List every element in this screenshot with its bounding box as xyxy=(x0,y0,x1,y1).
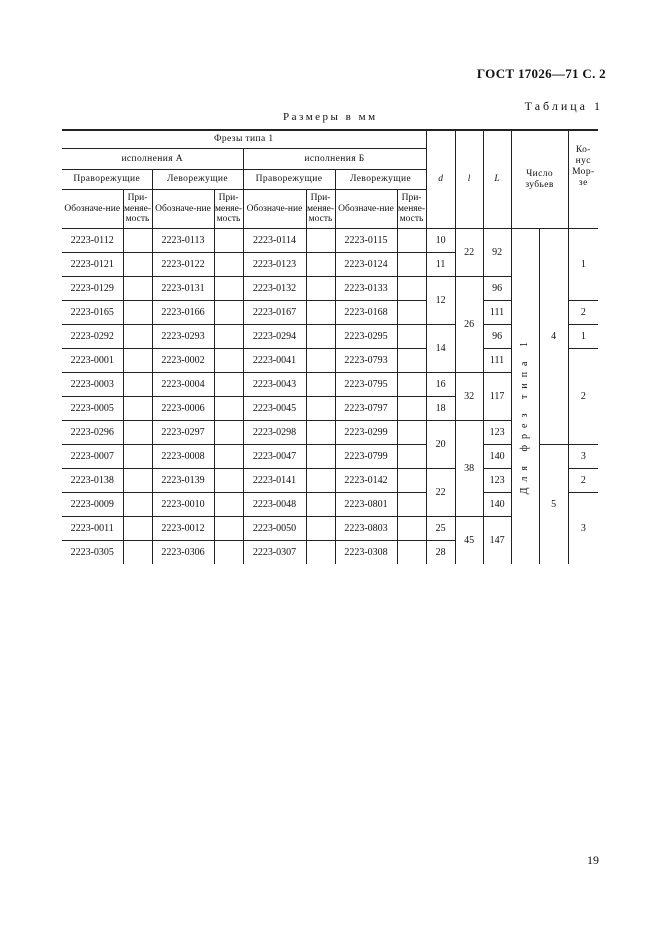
applicability-cell xyxy=(397,493,426,517)
designation-cell: 2223-0305 xyxy=(62,541,123,565)
designation-cell: 2223-0133 xyxy=(335,277,397,301)
designation-cell: 2223-0047 xyxy=(243,445,306,469)
designation-cell: 2223-0004 xyxy=(152,373,214,397)
applicability-cell xyxy=(306,301,335,325)
col-header-teeth: Число зубьев xyxy=(511,130,568,229)
L-cell: 123 xyxy=(483,469,511,493)
col-header-l: l xyxy=(455,130,483,229)
applicability-header: При-меняе-мость xyxy=(123,190,152,229)
applicability-cell xyxy=(397,445,426,469)
designation-cell: 2223-0293 xyxy=(152,325,214,349)
L-cell: 111 xyxy=(483,349,511,373)
applicability-cell xyxy=(214,277,243,301)
a-right-cut-header: Праворежущие xyxy=(62,170,152,190)
designation-cell: 2223-0132 xyxy=(243,277,306,301)
designation-cell: 2223-0006 xyxy=(152,397,214,421)
morse-cell: 2 xyxy=(568,349,598,445)
applicability-cell xyxy=(214,301,243,325)
document-title: ГОСТ 17026—71 С. 2 xyxy=(476,66,606,81)
d-cell: 18 xyxy=(426,397,455,421)
designation-cell: 2223-0801 xyxy=(335,493,397,517)
applicability-cell xyxy=(306,373,335,397)
applicability-cell xyxy=(214,253,243,277)
applicability-cell xyxy=(397,517,426,541)
designation-cell: 2223-0131 xyxy=(152,277,214,301)
designation-header: Обозначе-ние xyxy=(62,190,123,229)
morse-cell: 1 xyxy=(568,325,598,349)
applicability-cell xyxy=(214,517,243,541)
l-cell: 22 xyxy=(455,229,483,277)
applicability-cell xyxy=(123,325,152,349)
L-cell: 92 xyxy=(483,229,511,277)
applicability-cell xyxy=(306,517,335,541)
designation-cell: 2223-0795 xyxy=(335,373,397,397)
applicability-cell xyxy=(123,349,152,373)
designation-cell: 2223-0129 xyxy=(62,277,123,301)
designation-cell: 2223-0295 xyxy=(335,325,397,349)
designation-cell: 2223-0009 xyxy=(62,493,123,517)
b-right-cut-header: Праворежущие xyxy=(243,170,335,190)
designation-cell: 2223-0007 xyxy=(62,445,123,469)
b-left-cut-header: Леворежущие xyxy=(335,170,426,190)
side-label-cell xyxy=(511,229,539,565)
d-cell: 11 xyxy=(426,253,455,277)
morse-cell: 3 xyxy=(580,522,586,534)
designation-cell: 2223-0299 xyxy=(335,421,397,445)
applicability-header: При-меняе-мость xyxy=(397,190,426,229)
designation-cell: 2223-0002 xyxy=(152,349,214,373)
designation-cell: 2223-0113 xyxy=(152,229,214,253)
applicability-cell xyxy=(397,421,426,445)
L-cell: 96 xyxy=(483,325,511,349)
designation-cell: 2223-0115 xyxy=(335,229,397,253)
designation-cell: 2223-0008 xyxy=(152,445,214,469)
designation-header: Обозначе-ние xyxy=(243,190,306,229)
applicability-cell xyxy=(306,445,335,469)
morse-cell: 3 xyxy=(568,445,598,469)
applicability-header: При-меняе-мость xyxy=(306,190,335,229)
exec-b-header: исполнения Б xyxy=(243,149,426,170)
teeth-cell: 4 xyxy=(539,229,568,445)
L-cell: 123 xyxy=(483,421,511,445)
applicability-cell xyxy=(306,493,335,517)
applicability-cell xyxy=(214,397,243,421)
applicability-cell xyxy=(123,397,152,421)
designation-cell: 2223-0306 xyxy=(152,541,214,565)
applicability-cell xyxy=(123,445,152,469)
d-cell: 12 xyxy=(426,277,455,325)
designation-cell: 2223-0793 xyxy=(335,349,397,373)
col-header-d: d xyxy=(426,130,455,229)
designation-cell: 2223-0141 xyxy=(243,469,306,493)
teeth-cell: 5 xyxy=(539,445,568,565)
designation-cell: 2223-0307 xyxy=(243,541,306,565)
applicability-cell xyxy=(123,229,152,253)
d-cell: 22 xyxy=(426,469,455,517)
designation-cell: 2223-0043 xyxy=(243,373,306,397)
L-cell: 96 xyxy=(483,277,511,301)
d-cell: 14 xyxy=(426,325,455,373)
exec-a-header: исполнения А xyxy=(62,149,243,170)
applicability-cell xyxy=(306,541,335,565)
l-cell: 32 xyxy=(455,373,483,421)
applicability-cell xyxy=(214,469,243,493)
designation-cell: 2223-0166 xyxy=(152,301,214,325)
applicability-cell xyxy=(306,421,335,445)
designation-cell: 2223-0292 xyxy=(62,325,123,349)
side-label: Для фрез типа 1 xyxy=(519,335,531,494)
designation-cell: 2223-0050 xyxy=(243,517,306,541)
designation-cell: 2223-0142 xyxy=(335,469,397,493)
designation-cell: 2223-0010 xyxy=(152,493,214,517)
morse-cell: 2 xyxy=(568,469,598,493)
applicability-cell xyxy=(123,541,152,565)
l-cell: 45 xyxy=(455,517,483,565)
applicability-cell xyxy=(397,397,426,421)
applicability-cell xyxy=(306,253,335,277)
designation-cell: 2223-0308 xyxy=(335,541,397,565)
designation-cell: 2223-0041 xyxy=(243,349,306,373)
designation-header: Обозначе-ние xyxy=(152,190,214,229)
applicability-cell xyxy=(123,277,152,301)
a-left-cut-header: Леворежущие xyxy=(152,170,243,190)
designation-cell: 2223-0297 xyxy=(152,421,214,445)
page-number: 19 xyxy=(587,853,599,867)
applicability-cell xyxy=(214,373,243,397)
L-cell: 140 xyxy=(483,445,511,469)
designation-cell: 2223-0139 xyxy=(152,469,214,493)
applicability-cell xyxy=(397,469,426,493)
col-header-morse: Ко-нус Мор-зе xyxy=(568,130,598,229)
designation-cell: 2223-0298 xyxy=(243,421,306,445)
designation-header: Обозначе-ние xyxy=(335,190,397,229)
designation-cell: 2223-0165 xyxy=(62,301,123,325)
applicability-cell xyxy=(214,349,243,373)
designation-cell: 2223-0005 xyxy=(62,397,123,421)
l-cell: 26 xyxy=(455,277,483,373)
units-caption: Размеры в мм xyxy=(283,111,378,123)
designation-cell: 2223-0121 xyxy=(62,253,123,277)
applicability-cell xyxy=(214,493,243,517)
applicability-cell xyxy=(397,229,426,253)
applicability-cell xyxy=(397,301,426,325)
L-cell: 111 xyxy=(483,301,511,325)
applicability-cell xyxy=(123,253,152,277)
designation-cell: 2223-0122 xyxy=(152,253,214,277)
d-cell: 16 xyxy=(426,373,455,397)
applicability-header: При-меняе-мость xyxy=(214,190,243,229)
applicability-cell xyxy=(397,541,426,565)
applicability-cell xyxy=(214,229,243,253)
applicability-cell xyxy=(306,397,335,421)
designation-cell: 2223-0799 xyxy=(335,445,397,469)
designation-cell: 2223-0138 xyxy=(62,469,123,493)
applicability-cell xyxy=(306,325,335,349)
applicability-cell xyxy=(123,373,152,397)
L-cell: 117 xyxy=(483,373,511,421)
applicability-cell xyxy=(214,325,243,349)
d-cell: 10 xyxy=(426,229,455,253)
designation-cell: 2223-0803 xyxy=(335,517,397,541)
l-cell: 38 xyxy=(455,421,483,517)
d-cell: 25 xyxy=(426,517,455,541)
L-cell: 140 xyxy=(483,493,511,517)
applicability-cell xyxy=(123,517,152,541)
designation-cell: 2223-0012 xyxy=(152,517,214,541)
applicability-cell xyxy=(214,421,243,445)
applicability-cell xyxy=(123,301,152,325)
group-title: Фрезы типа 1 xyxy=(62,130,426,149)
designation-cell: 2223-0123 xyxy=(243,253,306,277)
applicability-cell xyxy=(306,277,335,301)
morse-cell: 1 xyxy=(568,229,598,301)
designation-cell: 2223-0112 xyxy=(62,229,123,253)
designation-cell: 2223-0011 xyxy=(62,517,123,541)
col-header-L: L xyxy=(483,130,511,229)
designation-cell: 2223-0168 xyxy=(335,301,397,325)
designation-cell: 2223-0003 xyxy=(62,373,123,397)
designation-cell: 2223-0114 xyxy=(243,229,306,253)
applicability-cell xyxy=(397,325,426,349)
designation-cell: 2223-0797 xyxy=(335,397,397,421)
applicability-cell xyxy=(214,445,243,469)
applicability-cell xyxy=(123,421,152,445)
applicability-cell xyxy=(306,349,335,373)
applicability-cell xyxy=(123,469,152,493)
applicability-cell xyxy=(306,229,335,253)
designation-cell: 2223-0167 xyxy=(243,301,306,325)
designation-cell: 2223-0001 xyxy=(62,349,123,373)
designation-cell: 2223-0045 xyxy=(243,397,306,421)
applicability-cell xyxy=(123,493,152,517)
applicability-cell xyxy=(397,373,426,397)
morse-cell: 2 xyxy=(568,301,598,325)
designation-cell: 2223-0296 xyxy=(62,421,123,445)
designation-cell: 2223-0294 xyxy=(243,325,306,349)
table-row xyxy=(62,229,598,253)
applicability-cell xyxy=(397,253,426,277)
applicability-cell xyxy=(306,469,335,493)
L-cell: 147 xyxy=(483,517,511,565)
applicability-cell xyxy=(397,277,426,301)
designation-cell: 2223-0048 xyxy=(243,493,306,517)
designation-cell: 2223-0124 xyxy=(335,253,397,277)
applicability-cell xyxy=(214,541,243,565)
table-label: Таблица 1 xyxy=(524,99,603,113)
d-cell: 28 xyxy=(426,541,455,565)
d-cell: 20 xyxy=(426,421,455,469)
cutters-table xyxy=(62,129,598,564)
applicability-cell xyxy=(397,349,426,373)
